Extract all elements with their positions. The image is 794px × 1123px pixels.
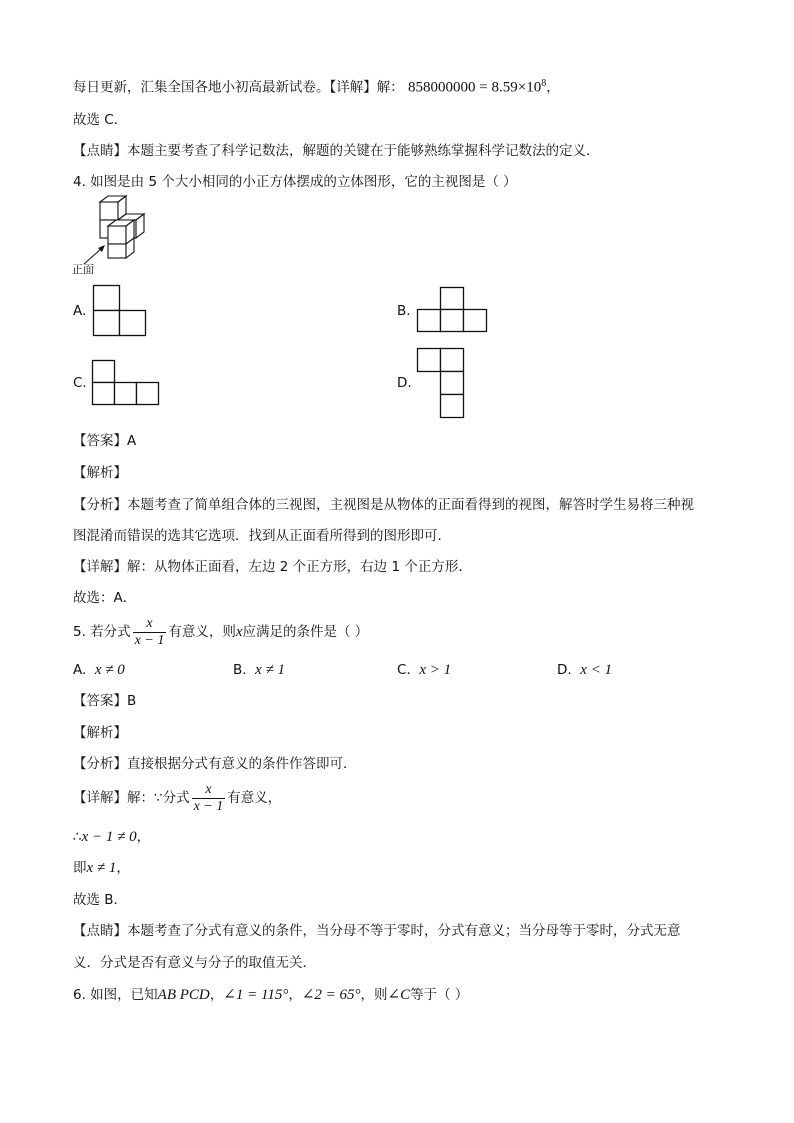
scientific-equation: 858000000 = 8.59×10	[408, 79, 542, 96]
q5-stem-suffix: 应满足的条件是（ ）	[242, 624, 369, 640]
detail-fraction	[192, 782, 226, 815]
q4-analysis-line1	[73, 495, 694, 515]
separator: ，	[288, 987, 302, 1003]
angle1-expr: ∠1 = 115°	[223, 987, 289, 1003]
answer-tag: 【答案】	[73, 693, 127, 709]
q5-step2	[73, 858, 130, 878]
q4-analysis-tag: 【解析】	[73, 465, 127, 481]
comment-text: 本题主要考查了科学记数法，解题的关键在于能够熟练掌握科学记数法的定义．	[127, 143, 600, 159]
answer-tag: 【答案】	[73, 433, 127, 449]
comment-tag: 【点睛】	[73, 143, 127, 159]
separator: ，	[209, 987, 224, 1003]
q4-stem: 4. 如图是由 5 个大小相同的小正方体摆成的立体图形，它的主视图是（ ）	[73, 174, 517, 190]
q4-option-b-figure	[417, 287, 489, 333]
q6-mid: ，则	[360, 987, 388, 1003]
q5-analysis-tag: 【解析】	[73, 725, 127, 741]
step2-suffix: ，	[116, 860, 130, 876]
exponent: 8	[541, 78, 547, 89]
q5-comment-line2: 义．分式是否有意义与分子的取值无关．	[73, 955, 316, 971]
angle-c-expr: ∠C	[387, 987, 411, 1003]
fraction-numerator: x	[133, 616, 167, 633]
q5-step1	[73, 827, 150, 847]
analysis-head: 【分析】	[73, 756, 127, 772]
fraction-denominator: x − 1	[134, 632, 165, 648]
option-expr: x ≠ 0	[94, 662, 125, 678]
q6-prefix: 6. 如图，已知	[73, 987, 158, 1003]
comment-text: 本题考查了分式有意义的条件，当分母不等于零时，分式有意义；当分母等于零时，分式无意	[127, 923, 681, 939]
q3-detail-line	[73, 74, 560, 98]
q4-choice: 故选：A．	[73, 590, 137, 606]
option-letter: A.	[73, 662, 87, 678]
q6-stem	[73, 985, 468, 1005]
q5-stem-var: x	[235, 624, 243, 640]
q5-option-c	[397, 660, 451, 680]
q5-stem-mid: 有意义，则	[168, 624, 236, 640]
q4-option-a-letter: A.	[73, 303, 87, 319]
q4-option-a-figure	[93, 285, 147, 337]
watermark-text: 每日更新，汇集全国各地小初高最新试卷。	[73, 79, 330, 96]
detail-suffix: 有意义，	[227, 790, 282, 806]
q5-answer	[73, 691, 136, 711]
option-expr: x ≠ 1	[255, 662, 286, 678]
step2-expr: x ≠ 1	[86, 860, 117, 876]
q5-option-d	[557, 660, 612, 680]
step1-expr: x − 1 ≠ 0	[81, 829, 137, 845]
step1-suffix: ，	[136, 829, 151, 845]
analysis-text: 本题考查了简单组合体的三视图，主视图是从物体的正面看得到的视图，解答时学生易将三种视	[127, 497, 694, 513]
fraction-numerator: x	[192, 782, 226, 799]
detail-tag: 【详解】	[73, 790, 127, 806]
parallel-expr: AB PCD	[157, 987, 210, 1003]
q5-option-a	[73, 660, 125, 680]
analysis-text: 直接根据分式有意义的条件作答即可．	[127, 756, 357, 772]
q5-analysis	[73, 754, 357, 774]
angle2-expr: ∠2 = 65°	[301, 987, 361, 1003]
detail-prefix: 解：∵分式	[127, 790, 190, 806]
q4-answer	[73, 431, 136, 451]
therefore-symbol: ∴	[73, 829, 82, 845]
front-label: 正面	[72, 263, 94, 276]
q5-comment-line1	[73, 921, 681, 941]
detail-text: 解：	[376, 79, 404, 96]
fraction-denominator: x − 1	[193, 798, 224, 814]
comma: ，	[546, 79, 560, 96]
q4-option-d-letter: D.	[397, 375, 412, 391]
comment-tag: 【点睛】	[73, 923, 127, 939]
analysis-head: 【分析】	[73, 497, 127, 513]
detail-tag: 【详解】	[73, 559, 127, 575]
step2-prefix: 即	[73, 860, 87, 876]
q4-option-c-figure	[92, 360, 162, 406]
q4-detail	[73, 557, 472, 577]
option-letter: C.	[397, 662, 411, 678]
option-letter: D.	[557, 662, 572, 678]
q5-stem-prefix: 5. 若分式	[73, 624, 131, 640]
option-letter: B.	[233, 662, 247, 678]
q5-choice: 故选 B．	[73, 892, 128, 908]
q6-suffix: 等于（ ）	[410, 987, 469, 1003]
option-expr: x < 1	[580, 662, 613, 678]
q3-choice: 故选 C．	[73, 112, 128, 128]
answer-value: B	[127, 693, 137, 709]
q4-option-d-figure	[417, 348, 467, 420]
q5-option-b	[233, 660, 285, 680]
q4-analysis-line2: 图混淆而错误的选其它选项．找到从正面看所得到的图形即可．	[73, 528, 451, 544]
q4-option-b-letter: B.	[397, 303, 411, 319]
detail-tag: 【详解】	[329, 79, 377, 96]
answer-value: A	[127, 433, 137, 449]
q5-stem	[73, 614, 368, 650]
q4-option-c-letter: C.	[73, 375, 87, 391]
option-expr: x > 1	[419, 662, 452, 678]
q5-fraction	[133, 616, 167, 649]
q5-detail	[73, 780, 281, 816]
q3-comment	[73, 141, 600, 161]
detail-text: 解：从物体正面看，左边 2 个正方形，右边 1 个正方形．	[127, 559, 472, 575]
